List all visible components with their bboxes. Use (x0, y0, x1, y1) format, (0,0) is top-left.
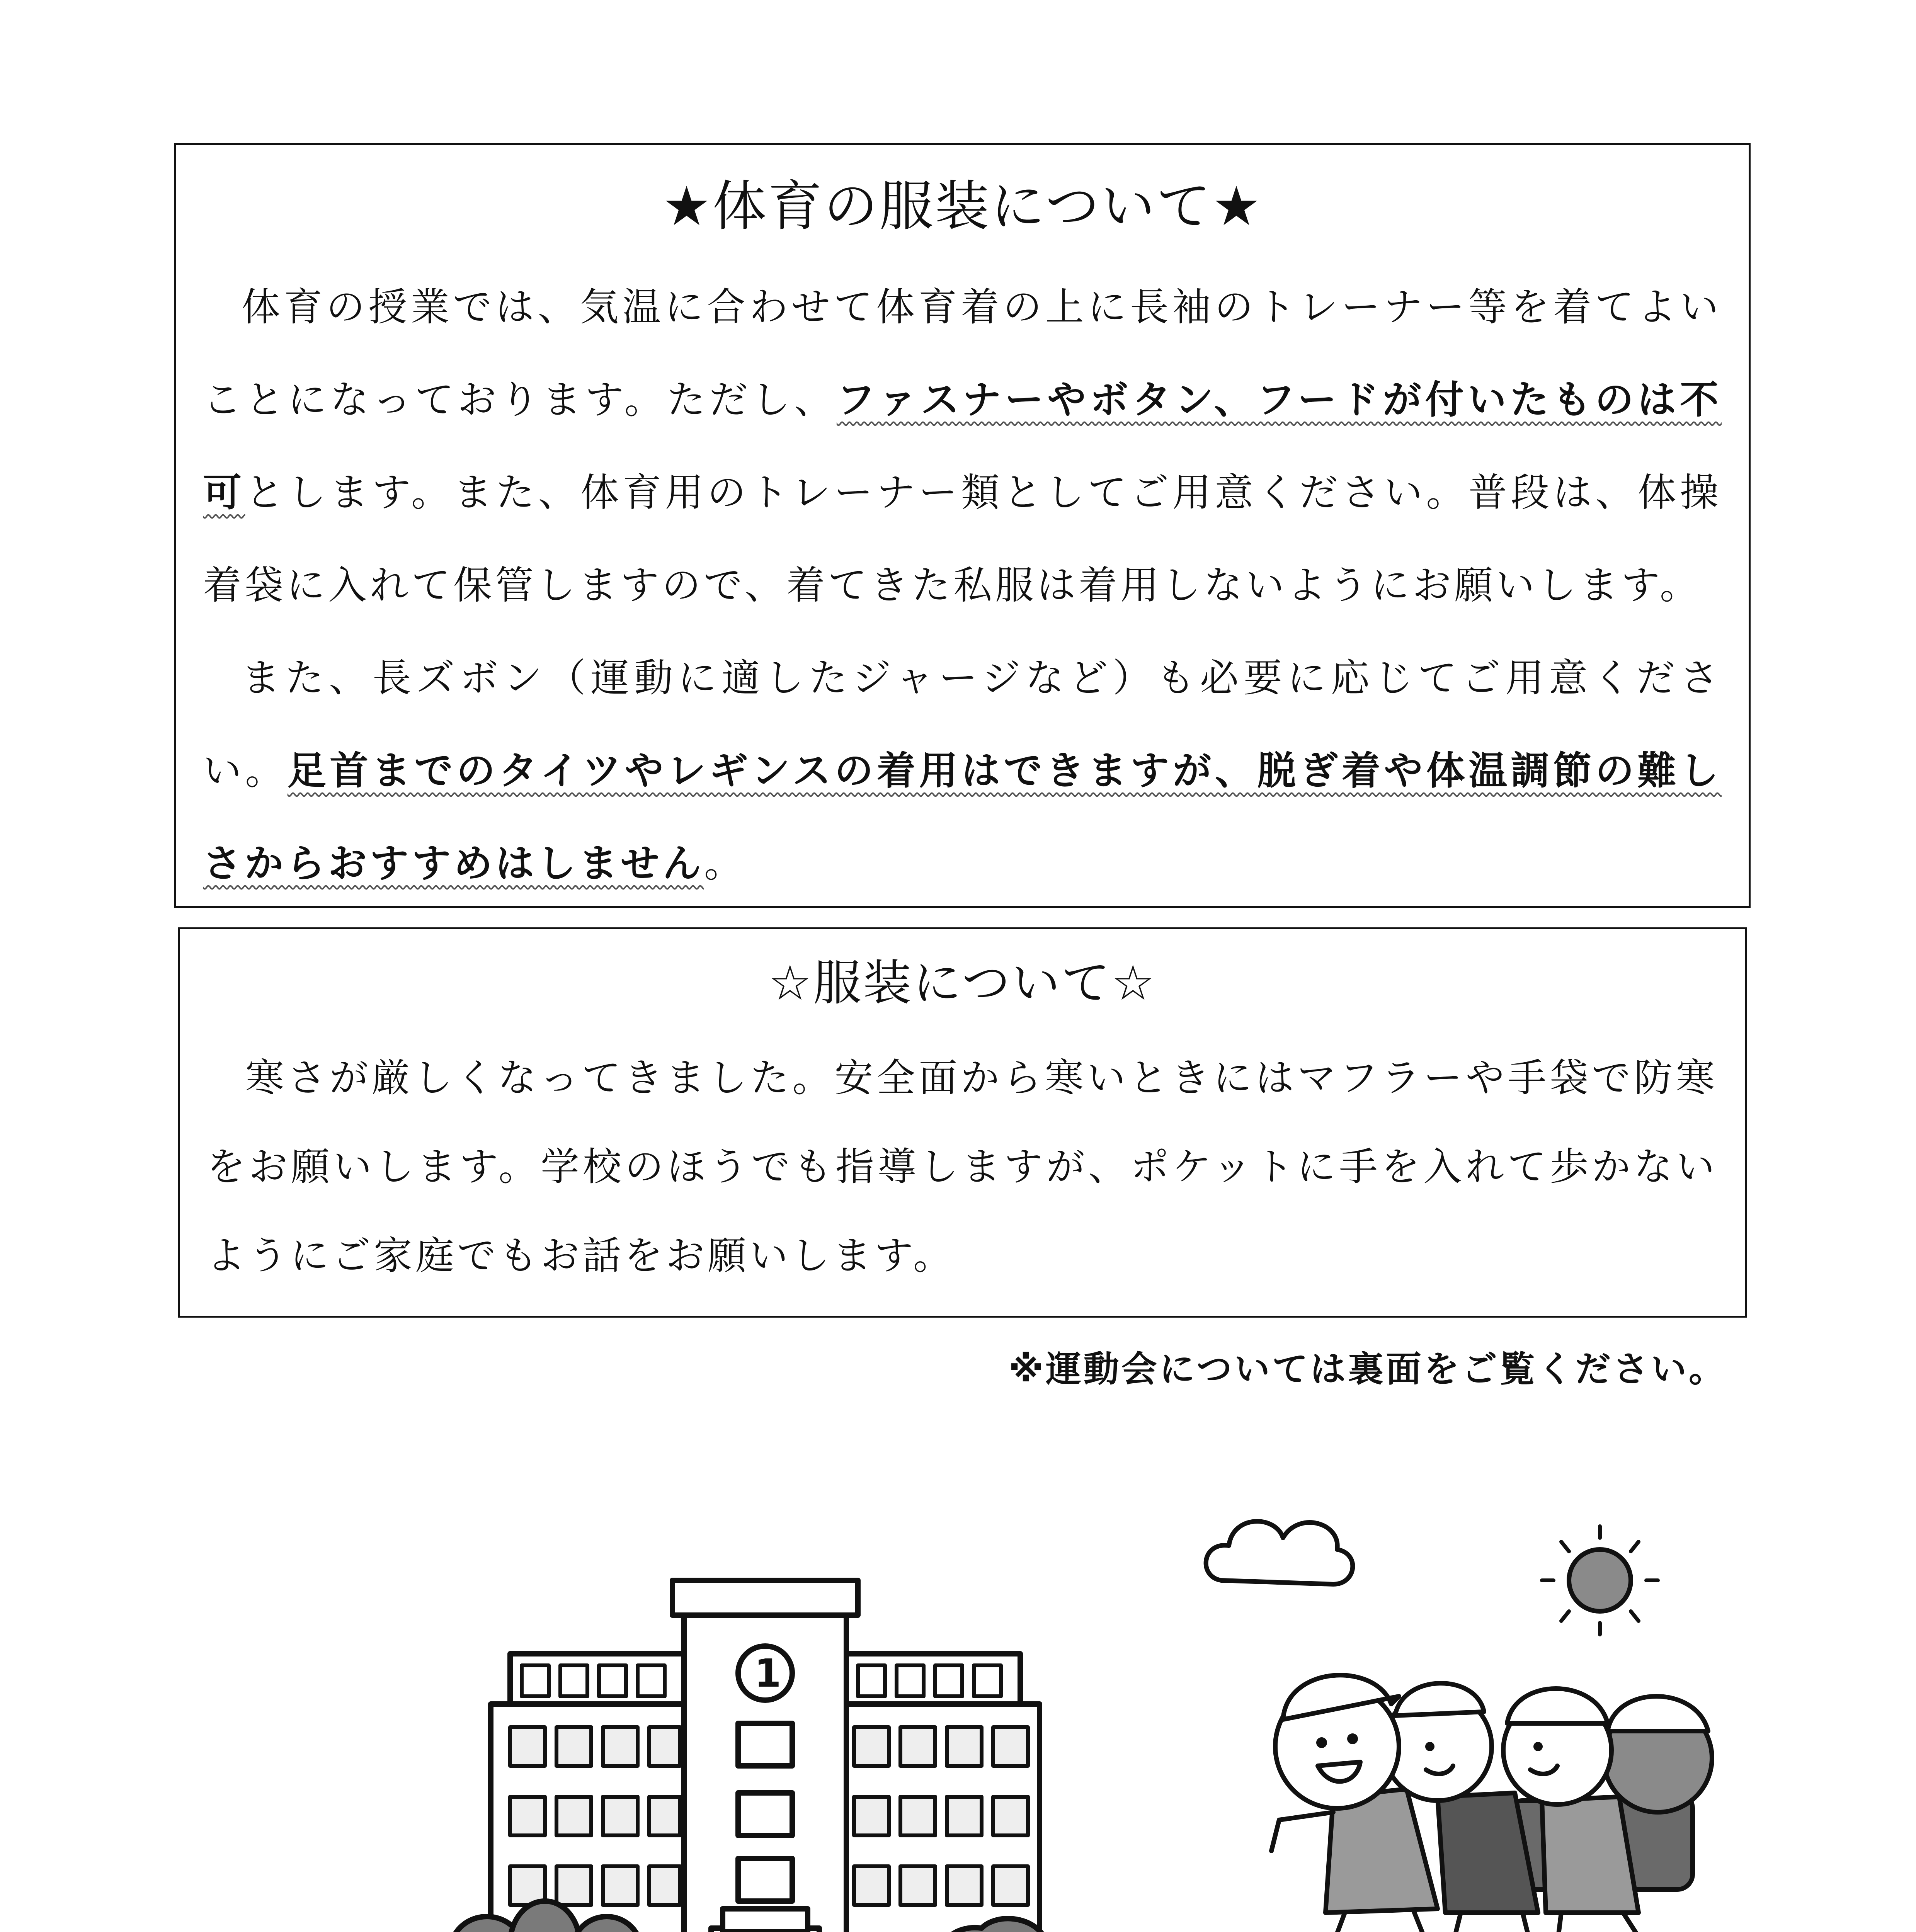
p1-text-a: 体育の授業では、気温に合わせて体育着の上に長袖のトレーナー等を着てよいことになっております。ただし、 (203, 284, 1722, 422)
clothing-paragraph: 寒さが厳しくなってきました。安全面から寒いときにはマフラーや手袋で防寒をお願いします。学校のほうでも指導しますが、ポケットに手を入れて歩かないようにご家庭でもお話をお願いします。 (207, 1055, 1718, 1278)
p1-text-b: とします。また、体育用のトレーナー類としてご用意ください。普段は、体操着袋に入れて保管しますので、着てきた私服は着用しないようにお願いします。 (203, 470, 1722, 608)
p2-emphasis: 足首までのタイツやレギンスの着用はできますが、脱ぎ着や体温調節の難しさからおすすめはしません (203, 748, 1722, 886)
p2-text-b: 。 (704, 841, 746, 886)
clothing-section (178, 927, 1747, 1318)
p1-emphasis: ファスナーやボタン、フードが付いたものは不可 (203, 377, 1722, 515)
pe-clothing-section (174, 143, 1751, 908)
pe-clothing-paragraph-1 (203, 261, 1722, 632)
children-walking-illustration (1198, 1480, 1739, 1932)
p2-text-a: また、長ズボン（運動に適したジャージなど）も必要に応じてご用意ください。 (203, 655, 1722, 793)
pe-clothing-paragraph-2 (203, 632, 1722, 910)
sports-day-note: ※運動会については裏面をご覧ください。 (1009, 1349, 1727, 1390)
school-clock-numeral: 1 (754, 1651, 781, 1696)
pe-clothing-title: ★体育の服装について★ (662, 175, 1263, 238)
school-building-illustration (441, 1573, 1090, 1932)
clothing-title: ☆服装について☆ (768, 955, 1156, 1011)
